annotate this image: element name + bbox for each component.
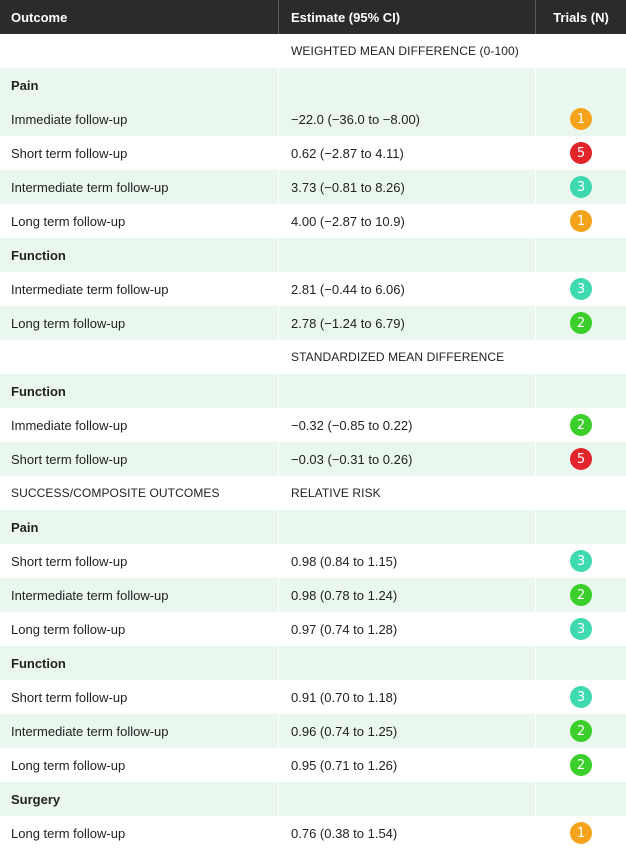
trials-count-badge: 3 <box>570 176 592 198</box>
trials-cell <box>535 748 626 782</box>
estimate-cell <box>278 374 535 408</box>
estimate-cell <box>278 238 535 272</box>
section-title: Function <box>11 247 66 263</box>
estimate-cell <box>278 68 535 102</box>
estimate-cell: 3.73 (−0.81 to 8.26) <box>278 170 535 204</box>
outcome-cell: SUCCESS/COMPOSITE OUTCOMES <box>11 486 220 500</box>
trials-count-badge: 2 <box>570 312 592 334</box>
trials-cell <box>535 272 626 306</box>
trials-count-badge: 2 <box>570 414 592 436</box>
outcome-cell: Long term follow-up <box>11 213 126 229</box>
trials-cell <box>535 34 626 68</box>
trials-cell <box>535 680 626 714</box>
trials-cell <box>535 204 626 238</box>
estimate-cell: 0.96 (0.74 to 1.25) <box>278 714 535 748</box>
trials-cell <box>535 408 626 442</box>
estimate-cell: 0.91 (0.70 to 1.18) <box>278 680 535 714</box>
table-header <box>0 0 626 34</box>
estimate-cell <box>278 782 535 816</box>
measure-label-row <box>0 340 626 374</box>
table-row <box>0 306 626 340</box>
table-row <box>0 544 626 578</box>
trials-cell <box>535 374 626 408</box>
trials-count-badge: 2 <box>570 720 592 742</box>
trials-cell <box>535 612 626 646</box>
trials-cell <box>535 782 626 816</box>
outcome-cell: Short term follow-up <box>11 145 128 161</box>
outcome-cell: Intermediate term follow-up <box>11 281 169 297</box>
section-row <box>0 68 626 102</box>
outcome-cell: Long term follow-up <box>11 315 126 331</box>
trials-count-badge: 2 <box>570 584 592 606</box>
outcome-cell: Immediate follow-up <box>11 417 128 433</box>
estimate-cell: 4.00 (−2.87 to 10.9) <box>278 204 535 238</box>
outcome-cell: Long term follow-up <box>11 621 126 637</box>
table-row <box>0 816 626 850</box>
table-row <box>0 748 626 782</box>
trials-cell <box>535 238 626 272</box>
estimate-cell: 0.76 (0.38 to 1.54) <box>278 816 535 850</box>
table-row <box>0 612 626 646</box>
section-title: Pain <box>11 519 39 535</box>
section-row <box>0 238 626 272</box>
trials-count-badge: 3 <box>570 278 592 300</box>
table-row <box>0 408 626 442</box>
table-row <box>0 442 626 476</box>
outcome-cell: Intermediate term follow-up <box>11 179 169 195</box>
table-row <box>0 204 626 238</box>
section-row <box>0 646 626 680</box>
trials-count-badge: 5 <box>570 142 592 164</box>
trials-cell <box>535 714 626 748</box>
outcome-cell: Intermediate term follow-up <box>11 723 169 739</box>
section-row <box>0 510 626 544</box>
trials-cell <box>535 646 626 680</box>
estimate-cell: 2.78 (−1.24 to 6.79) <box>278 306 535 340</box>
measure-label: STANDARDIZED MEAN DIFFERENCE <box>278 340 535 374</box>
measure-label-row <box>0 476 626 510</box>
trials-cell <box>535 102 626 136</box>
outcome-cell: Short term follow-up <box>11 689 128 705</box>
section-title: Function <box>11 655 66 671</box>
trials-count-badge: 3 <box>570 618 592 640</box>
table-row <box>0 578 626 612</box>
estimate-cell: 0.97 (0.74 to 1.28) <box>278 612 535 646</box>
table-row <box>0 680 626 714</box>
outcome-cell: Short term follow-up <box>11 553 128 569</box>
outcome-cell: Immediate follow-up <box>11 111 128 127</box>
measure-label: WEIGHTED MEAN DIFFERENCE (0-100) <box>278 34 535 68</box>
trials-cell <box>535 306 626 340</box>
outcome-cell <box>0 34 278 68</box>
estimate-cell: 0.98 (0.84 to 1.15) <box>278 544 535 578</box>
section-row <box>0 782 626 816</box>
table-row <box>0 170 626 204</box>
trials-cell <box>535 578 626 612</box>
estimate-cell: −0.03 (−0.31 to 0.26) <box>278 442 535 476</box>
trials-cell <box>535 476 626 510</box>
estimate-cell <box>278 646 535 680</box>
trials-cell <box>535 136 626 170</box>
trials-cell <box>535 340 626 374</box>
section-row <box>0 374 626 408</box>
estimate-cell: 0.95 (0.71 to 1.26) <box>278 748 535 782</box>
measure-label: RELATIVE RISK <box>278 476 535 510</box>
section-title: Surgery <box>11 791 61 807</box>
trials-count-badge: 5 <box>570 448 592 470</box>
table-row <box>0 272 626 306</box>
outcome-cell: Long term follow-up <box>11 757 126 773</box>
table-row <box>0 714 626 748</box>
table-row <box>0 102 626 136</box>
estimate-cell <box>278 510 535 544</box>
header-estimate: Estimate (95% CI) <box>278 0 535 34</box>
estimate-cell: −22.0 (−36.0 to −8.00) <box>278 102 535 136</box>
outcome-cell: Long term follow-up <box>11 825 126 841</box>
outcome-cell: Short term follow-up <box>11 451 128 467</box>
trials-count-badge: 1 <box>570 108 592 130</box>
trials-count-badge: 3 <box>570 686 592 708</box>
trials-cell <box>535 510 626 544</box>
trials-cell <box>535 816 626 850</box>
section-title: Function <box>11 383 66 399</box>
trials-count-badge: 3 <box>570 550 592 572</box>
estimate-cell: −0.32 (−0.85 to 0.22) <box>278 408 535 442</box>
outcome-cell <box>0 340 278 374</box>
trials-count-badge: 1 <box>570 822 592 844</box>
estimate-cell: 0.98 (0.78 to 1.24) <box>278 578 535 612</box>
trials-cell <box>535 170 626 204</box>
trials-cell <box>535 544 626 578</box>
estimate-cell: 2.81 (−0.44 to 6.06) <box>278 272 535 306</box>
trials-cell <box>535 68 626 102</box>
trials-count-badge: 2 <box>570 754 592 776</box>
header-trials: Trials (N) <box>535 0 626 34</box>
section-title: Pain <box>11 77 39 93</box>
measure-label-row <box>0 34 626 68</box>
header-outcome: Outcome <box>11 9 68 25</box>
trials-count-badge: 1 <box>570 210 592 232</box>
table-body <box>0 34 626 850</box>
estimate-cell: 0.62 (−2.87 to 4.11) <box>278 136 535 170</box>
table-row <box>0 136 626 170</box>
outcome-cell: Intermediate term follow-up <box>11 587 169 603</box>
trials-cell <box>535 442 626 476</box>
